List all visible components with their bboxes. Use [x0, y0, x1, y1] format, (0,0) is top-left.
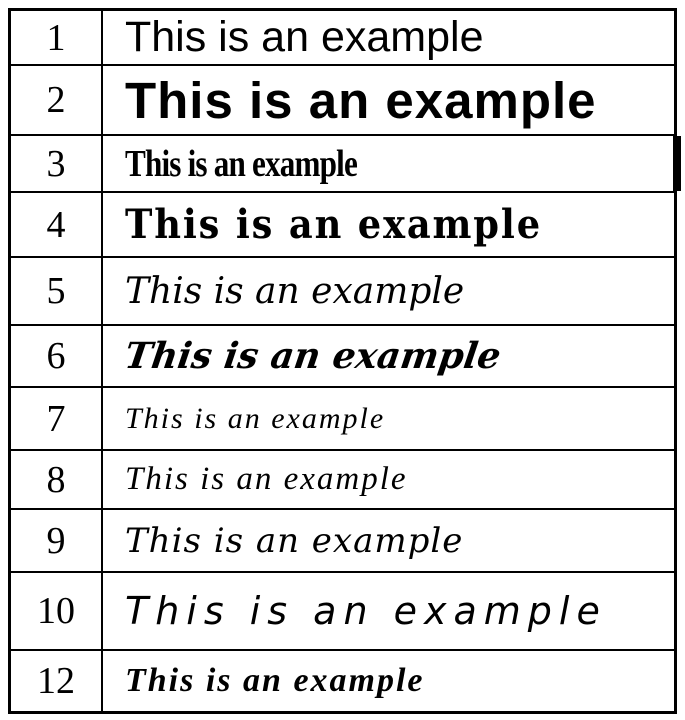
- font-sample-text: This is an example: [125, 589, 607, 633]
- font-sample-text: This is an example: [125, 401, 386, 435]
- font-sample-cell: [103, 258, 674, 324]
- table-row: [11, 573, 674, 651]
- row-number: 1: [11, 11, 103, 64]
- row-number: 10: [11, 573, 103, 649]
- table-row: [11, 66, 674, 136]
- font-sample-cell: [103, 388, 674, 449]
- font-sample-text: This is an example: [125, 270, 465, 312]
- row-number: 7: [11, 388, 103, 449]
- table-row: [11, 258, 674, 326]
- font-sample-cell: [103, 651, 674, 711]
- table-row: [11, 11, 674, 66]
- row-number: 3: [11, 136, 103, 191]
- font-sample-cell: [103, 510, 674, 571]
- font-sample-text: This is an example: [125, 201, 542, 248]
- font-sample-cell: [103, 573, 674, 649]
- table-row: [11, 136, 674, 193]
- row-number: 12: [11, 651, 103, 711]
- font-sample-text: This is an example: [125, 520, 464, 561]
- font-sample-cell: [103, 11, 674, 64]
- table-row: [11, 193, 674, 258]
- table-row: [11, 326, 674, 388]
- row-number: 8: [11, 451, 103, 508]
- font-sample-cell: [103, 193, 674, 256]
- table-row: [11, 451, 674, 510]
- font-sample-cell: [103, 326, 674, 386]
- font-sample-text: This is an example: [122, 335, 504, 377]
- font-sample-text: This is an example: [125, 13, 484, 61]
- row-number: 2: [11, 66, 103, 134]
- font-sample-table: [8, 8, 677, 714]
- row-number: 5: [11, 258, 103, 324]
- font-sample-cell: [103, 136, 674, 191]
- font-sample-cell: [103, 66, 674, 134]
- row-number: 4: [11, 193, 103, 256]
- table-row: [11, 651, 674, 711]
- font-sample-text: This is an example: [125, 662, 425, 699]
- row-number: 9: [11, 510, 103, 571]
- table-row: [11, 510, 674, 573]
- font-sample-text: This is an example: [125, 71, 597, 129]
- table-row: [11, 388, 674, 451]
- font-sample-text: This is an example: [125, 461, 408, 497]
- scan-artifact-mark: [673, 136, 681, 191]
- row-number: 6: [11, 326, 103, 386]
- font-sample-cell: [103, 451, 674, 508]
- font-sample-text: This is an example: [125, 142, 357, 185]
